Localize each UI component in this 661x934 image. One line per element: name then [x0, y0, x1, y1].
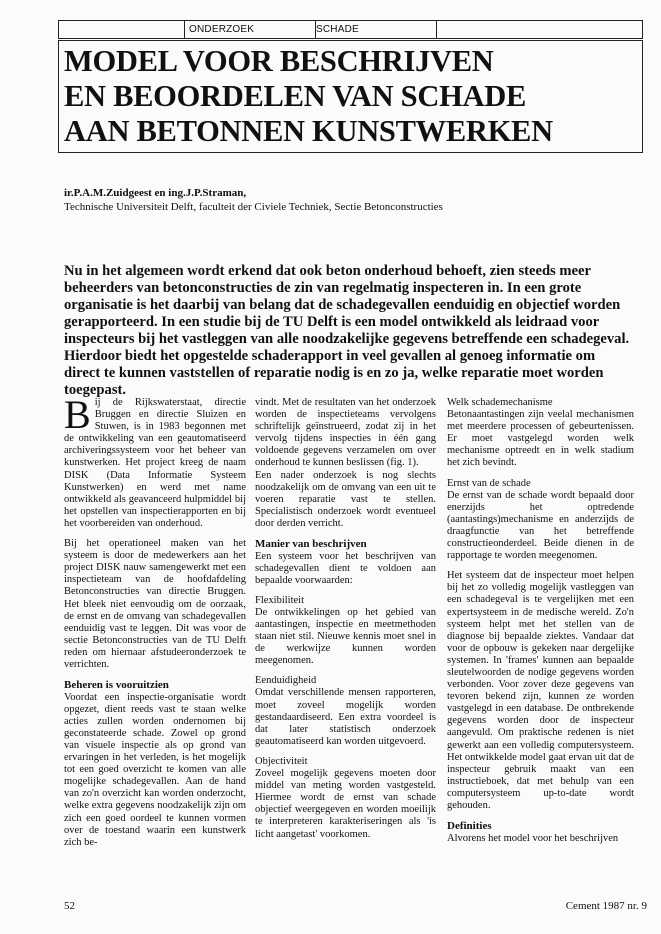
- paragraph: Het systeem dat de inspecteur moet helpen bij het zo volledig mogelijk vastleggen van een schadegeval is te vergelijken met een expertsysteem in de medische wereld. Zo'n systeem helpt met het stellen van de diagnose bij bepaalde ziektes. Vandaar dat voor de opbouw is gekeken naar dergelijke systemen. In 'frames' kunnen aan bepaalde sleutelwoorden de nodige gegevens worden verbonden. Voor zover deze gegevens van tevoren bekend zijn, kunnen ze worden vastgelegd in een database. De ontbrekende gegevens worden door de inspecteur aangevuld. Om praktische redenen is niet gewerkt aan een volledig computersysteem. Het ontwikkelde model gaat ervan uit dat de inspecteur gebruik maakt van een instructieboek, dat met behulp van een computersysteem up-to-date wordt gehouden.: [447, 570, 634, 811]
- subheading: Eenduidigheid: [255, 675, 317, 687]
- article-title: MODEL VOOR BESCHRIJVEN EN BEOORDELEN VAN SCHADE AAN BETONNEN KUNSTWERKEN: [64, 44, 553, 148]
- section-tab: ONDERZOEK: [184, 21, 316, 38]
- paragraph: vindt. Met de resultaten van het onderzoek worden de inspectieteams vervolgens schriftelijk geïnstrueerd, zodat zij in het vervolg tijdens inspecties in één gang voldoende gegevens verzamelen om over onderhoud te kunnen beslissen (fig. 1).: [255, 397, 436, 469]
- subheading: Flexibiliteit: [255, 594, 304, 606]
- paragraph: Betonaantastingen zijn veelal mechanismen met meerdere processen of gebeurtenissen. Er moet vastgelegd worden welk mechanisme optreedt en in welk stadium het zich bevindt.: [447, 409, 634, 469]
- paragraph: Voordat een inspectie-organisatie wordt opgezet, dient reeds vast te staan welke acties zullen worden ondernomen bij geconstateerde schade. Zowel op grond van visuele inspectie als op grond van ervaringen in het verleden, is het mogelijk tot een goed overzicht te komen van alle mogelijke schadegevallen. Aan de hand van zo'n overzicht kan worden onderzocht, welke extra gegevens noodzakelijk zijn om zich een goed oordeel te kunnen vormen over de toestand waarin een kunstwerk zich be-: [64, 691, 246, 848]
- body-column-1: [64, 392, 246, 857]
- section-header-bar: [58, 20, 643, 39]
- paragraph: Omdat verschillende mensen rapporteren, moet zoveel mogelijk worden gestandaardiseerd. Een extra voordeel is dat later statistisch onderzoek geautomatiseerd kan worden uitgevoerd.: [255, 687, 436, 747]
- paragraph: Bij het operationeel maken van het systeem is door de medewerkers aan het project DISK nauw samengewerkt met een inspectieteam van de hoofdafdeling Betonconstructies van directie Bruggen. Het bleek niet eenvoudig om de oorzaak, de ernst en de omvang van schadegevallen eenduidig vast te leggen. Dit was voor de sectie Betonconstructies van de TU Delft reden om hiernaar afstudeeronderzoek te verrichten.: [64, 538, 246, 670]
- body-column-2: [255, 397, 436, 849]
- author-affiliation: Technische Universiteit Delft, faculteit der Civiele Techniek, Sectie Betonconstructies: [64, 201, 443, 213]
- drop-cap: B: [64, 392, 91, 437]
- paragraph: De ernst van de schade wordt bepaald door enerzijds het optredende (aantastings)mechanisme en anderzijds de draagfunctie van het betreffende constructieonderdeel. Beide dienen in de rapportage te worden meegenomen.: [447, 489, 634, 562]
- section-heading: Manier van beschrijven: [255, 538, 367, 551]
- paragraph: De ontwikkelingen op het gebied van aantastingen, inspectie en meetmethoden staan niet stil. Nieuwe kennis moet snel in de werkwijze kunnen worden meegenomen.: [255, 606, 436, 667]
- body-column-3: [447, 397, 634, 853]
- author-block: [64, 186, 443, 214]
- journal-issue: Cement 1987 nr. 9: [565, 900, 647, 912]
- topic-tab: SCHADE: [312, 21, 437, 38]
- section-heading: Definities: [447, 820, 492, 833]
- paragraph: Bij de Rijkswaterstaat, directie Bruggen en directie Sluizen en Stuwen, is in 1983 begonnen met de ontwikkeling van een geautomatiseerd archiveringssysteem voor het beheer van kunstwerken. Het project kreeg de naam DISK (Data Informatie Systeem Kunstwerken) en werd met name ontwikkeld als geavanceerd hulpmiddel bij het opstellen van inspectierapporten en bij het voorbereiden van onderhoud.: [64, 392, 246, 529]
- subheading: Ernst van de schade: [447, 477, 531, 489]
- paragraph: Een systeem voor het beschrijven van schadegevallen dient te voldoen aan bepaalde voorwaarden:: [255, 550, 436, 586]
- lead-paragraph: Nu in het algemeen wordt erkend dat ook beton onderhoud behoeft, zien steeds meer beheerders van betonconstructies de zin van regelmatig inspecteren in. In een grote organisatie is het daarbij van belang dat de schadegevallen eenduidig en objectief worden gerapporteerd. In een studie bij de TU Delft is een model ontwikkeld als leidraad voor inspecteurs bij het vastleggen van alle noodzakelijke gegevens betreffende een schadegeval. Hierdoor biedt het opgestelde schaderapport in veel gevallen al genoeg informatie om direct te kunnen vaststellen of reparatie nodig is en zo ja, welke reparatie moet worden toegepast.: [64, 263, 630, 398]
- author-names: ir.P.A.M.Zuidgeest en ing.J.P.Straman,: [64, 187, 247, 199]
- paragraph: Zoveel mogelijk gegevens moeten door middel van meting worden vastgesteld. Hiermee wordt de ernst van schade objectief weergegeven en worden moeilijk te interpreteren karakteriseringen als 'is licht aangetast' voorkomen.: [255, 768, 436, 840]
- subheading: Objectiviteit: [255, 755, 308, 767]
- page-number: 52: [64, 900, 75, 912]
- subheading: Welk schademechanisme: [447, 397, 553, 408]
- paragraph: Een nader onderzoek is nog slechts noodzakelijk om de omvang van een uit te voeren reparatie vast te stellen. Specialistisch onderzoek wordt eventueel door derden verricht.: [255, 469, 436, 529]
- paragraph: Alvorens het model voor het beschrijven: [447, 832, 619, 844]
- section-heading: Beheren is vooruitzien: [64, 679, 169, 692]
